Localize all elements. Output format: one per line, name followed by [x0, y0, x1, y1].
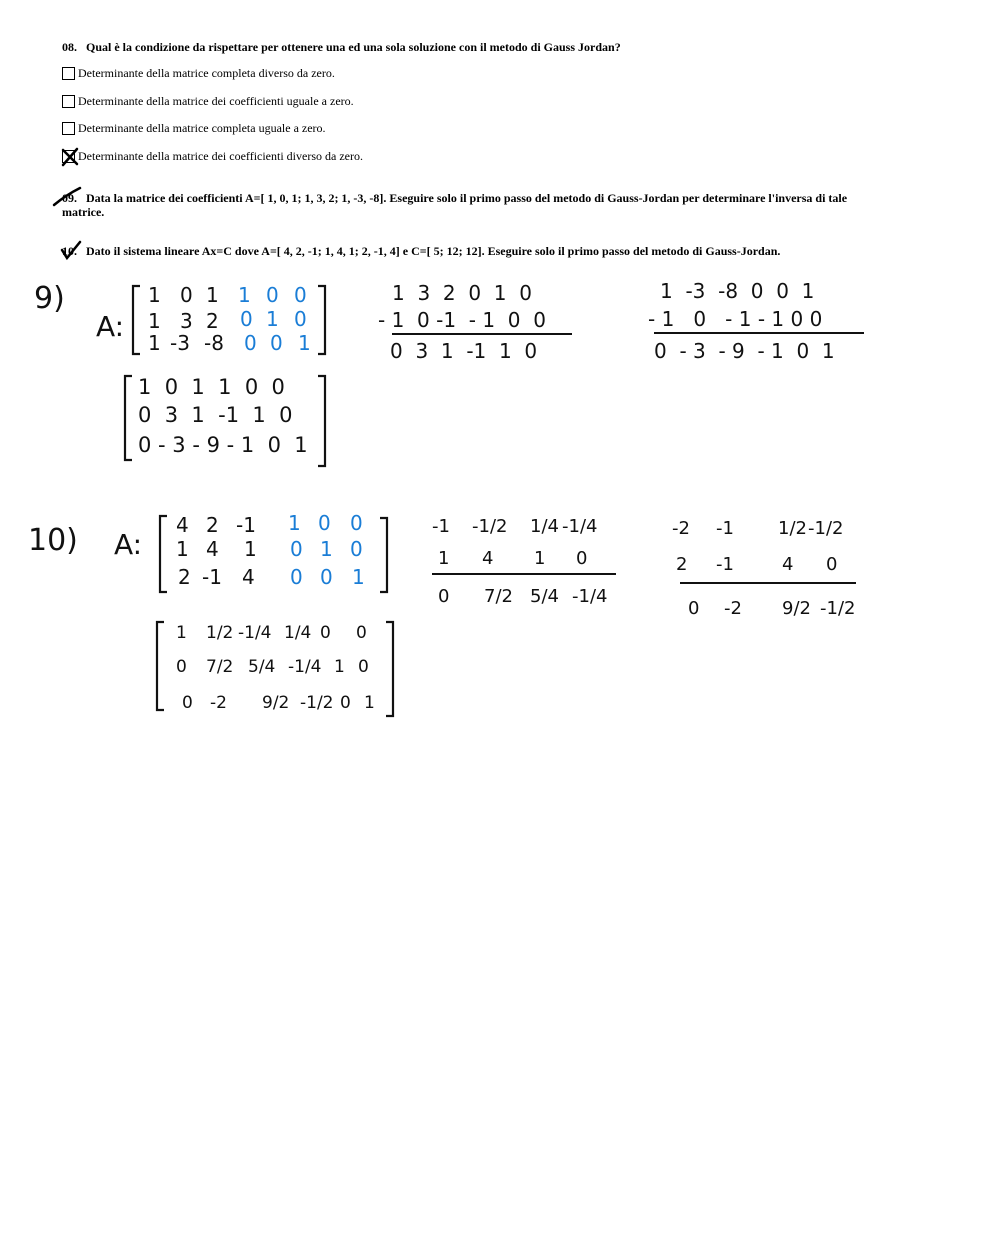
identity-cell: 0	[270, 331, 283, 355]
calc-cell: -1	[716, 554, 734, 575]
matrix-cell: 1	[206, 283, 219, 307]
matrix-cell: 4	[242, 565, 255, 589]
identity-cell: 1	[288, 511, 301, 535]
matrix-a-label: A:	[96, 310, 125, 343]
result-row: 0 3 1 -1 1 0	[138, 403, 293, 427]
result-cell: -1/4	[238, 623, 272, 643]
matrix-cell: 1	[148, 309, 161, 333]
bracket-right	[318, 286, 325, 354]
calc-cell: 4	[482, 548, 494, 569]
result-cell: 0	[182, 693, 193, 713]
calc-cell: 0	[438, 586, 450, 607]
row-operation-2	[672, 518, 856, 619]
question-number: 08.	[62, 40, 77, 54]
result-cell: 0	[356, 623, 367, 643]
identity-cell: 1	[320, 537, 333, 561]
calc-cell: 0	[576, 548, 588, 569]
calc-row: 1 3 2 0 1 0	[392, 281, 532, 305]
result-cell: 0	[176, 657, 187, 677]
question-text: Dato il sistema lineare Ax=C dove A=[ 4, 2, -1; 1, 4, 1; 2, -1, 4] e C=[ 5; 12; 12]. Eseguire solo il primo passo del metodo di Gauss-Jordan.	[86, 244, 781, 258]
result-cell: -2	[210, 693, 227, 713]
bracket-right	[380, 518, 387, 592]
calc-cell: -1/4	[562, 516, 598, 537]
matrix-a	[176, 513, 257, 589]
result-cell: 1	[176, 623, 187, 643]
calc-cell: 5/4	[530, 586, 559, 607]
result-cell: 0	[320, 623, 331, 643]
identity-cell: 0	[290, 537, 303, 561]
result-cell: 1/4	[284, 623, 312, 643]
calc-row: - 1 0 -1 - 1 0 0	[378, 308, 546, 332]
calc-cell: -1/2	[820, 598, 856, 619]
calc-cell: -1/2	[472, 516, 508, 537]
strike-mark-icon	[60, 240, 82, 262]
checkbox[interactable]	[62, 122, 75, 135]
identity-cell: 0	[266, 283, 279, 307]
calc-cell: -1	[716, 518, 734, 539]
calc-cell: 0	[688, 598, 700, 619]
identity-cell: 0	[240, 307, 253, 331]
matrix-a	[148, 283, 224, 355]
identity-cell: 0	[318, 511, 331, 535]
matrix-a-label: A:	[114, 528, 143, 561]
identity-cell: 1	[352, 565, 365, 589]
identity-cell: 0	[294, 283, 307, 307]
checkbox-checked[interactable]	[62, 150, 75, 163]
identity-cell: 1	[266, 307, 279, 331]
calc-row: 1 -3 -8 0 0 1	[660, 279, 815, 303]
bracket-left	[133, 286, 140, 354]
identity-cell: 0	[350, 537, 363, 561]
option-3[interactable]	[62, 120, 326, 136]
calc-cell: 1/2	[778, 518, 807, 539]
identity-cell: 0	[290, 565, 303, 589]
result-cell: 9/2	[262, 693, 290, 713]
option-label: Determinante della matrice completa diverso da zero.	[78, 66, 335, 80]
solution-label: 10)	[28, 523, 78, 558]
question-text-line2: matrice.	[62, 205, 105, 219]
matrix-cell: 0	[180, 283, 193, 307]
question-08-title	[62, 40, 621, 54]
result-row: 0 - 3 - 9 - 1 0 1	[138, 433, 308, 457]
matrix-cell: 2	[206, 309, 219, 333]
result-cell: 0	[358, 657, 369, 677]
calc-result: 0 - 3 - 9 - 1 0 1	[654, 339, 835, 363]
calc-cell: 0	[826, 554, 838, 575]
matrix-cell: 1	[176, 537, 189, 561]
matrix-cell: 3	[180, 309, 193, 333]
matrix-cell: 1	[244, 537, 257, 561]
calc-cell: -2	[724, 598, 742, 619]
question-number: 09.	[62, 191, 77, 205]
option-2[interactable]	[62, 93, 354, 109]
row-operation-1	[378, 281, 572, 363]
calc-cell: -1/4	[572, 586, 608, 607]
question-10-title	[62, 244, 780, 258]
result-cell: 1	[334, 657, 345, 677]
solution-10-handwriting	[0, 500, 1000, 740]
result-matrix	[176, 623, 375, 713]
bracket-left	[157, 622, 164, 710]
option-1[interactable]	[62, 65, 335, 81]
option-label: Determinante della matrice completa uguale a zero.	[78, 121, 326, 135]
calc-cell: 7/2	[484, 586, 513, 607]
matrix-cell: 2	[178, 565, 191, 589]
result-cell: -1/4	[288, 657, 322, 677]
question-09-title	[62, 191, 942, 219]
result-matrix	[138, 375, 308, 457]
bracket-right	[386, 622, 393, 716]
solution-label: 9)	[34, 281, 65, 316]
option-label: Determinante della matrice dei coefficienti uguale a zero.	[78, 94, 354, 108]
calc-cell: -1	[432, 516, 450, 537]
identity-cell: 0	[294, 307, 307, 331]
row-operation-2	[648, 279, 864, 363]
matrix-cell: 1	[148, 283, 161, 307]
question-text: Data la matrice dei coefficienti A=[ 1, 0, 1; 1, 3, 2; 1, -3, -8]. Eseguire solo il primo passo del metodo di Gauss-Jordan per determinare l'inversa di tale	[86, 191, 848, 205]
calc-cell: -1/2	[808, 518, 844, 539]
matrix-cell: 4	[206, 537, 219, 561]
checkbox[interactable]	[62, 95, 75, 108]
calc-cell: 1	[534, 548, 546, 569]
result-row: 1 0 1 1 0 0	[138, 375, 285, 399]
bracket-left	[125, 376, 132, 460]
calc-cell: 9/2	[782, 598, 811, 619]
result-cell: 5/4	[248, 657, 276, 677]
matrix-cell: 2	[206, 513, 219, 537]
question-number: 10.	[62, 244, 77, 258]
option-4[interactable]	[62, 148, 363, 164]
calc-cell: 1/4	[530, 516, 559, 537]
strike-mark-icon	[52, 186, 82, 208]
matrix-cell: -3	[170, 331, 190, 355]
bracket-right	[318, 376, 325, 466]
identity-cell: 1	[298, 331, 311, 355]
matrix-cell: -8	[204, 331, 224, 355]
matrix-cell: -1	[236, 513, 256, 537]
calc-cell: 4	[782, 554, 794, 575]
result-cell: 0	[340, 693, 351, 713]
identity-cell: 0	[244, 331, 257, 355]
bracket-left	[160, 516, 167, 592]
identity-cell: 0	[320, 565, 333, 589]
row-operation-1	[432, 516, 616, 607]
checkbox[interactable]	[62, 67, 75, 80]
solution-9-handwriting	[0, 270, 1000, 480]
matrix-cell: 4	[176, 513, 189, 537]
identity-cell: 1	[238, 283, 251, 307]
question-text: Qual è la condizione da rispettare per ottenere una ed una sola soluzione con il metodo di Gauss Jordan?	[86, 40, 621, 54]
calc-cell: -2	[672, 518, 690, 539]
matrix-cell: 1	[148, 331, 161, 355]
calc-cell: 2	[676, 554, 688, 575]
result-cell: 1/2	[206, 623, 234, 643]
check-x-icon	[60, 147, 80, 167]
result-cell: 1	[364, 693, 375, 713]
result-cell: -1/2	[300, 693, 334, 713]
calc-result: 0 3 1 -1 1 0	[390, 339, 538, 363]
result-cell: 7/2	[206, 657, 234, 677]
identity-block	[238, 283, 311, 355]
identity-block	[288, 511, 365, 589]
calc-cell: 1	[438, 548, 450, 569]
identity-cell: 0	[350, 511, 363, 535]
matrix-cell: -1	[202, 565, 222, 589]
option-label: Determinante della matrice dei coefficienti diverso da zero.	[78, 149, 363, 163]
calc-row: - 1 0 - 1 - 1 0 0	[648, 307, 823, 331]
